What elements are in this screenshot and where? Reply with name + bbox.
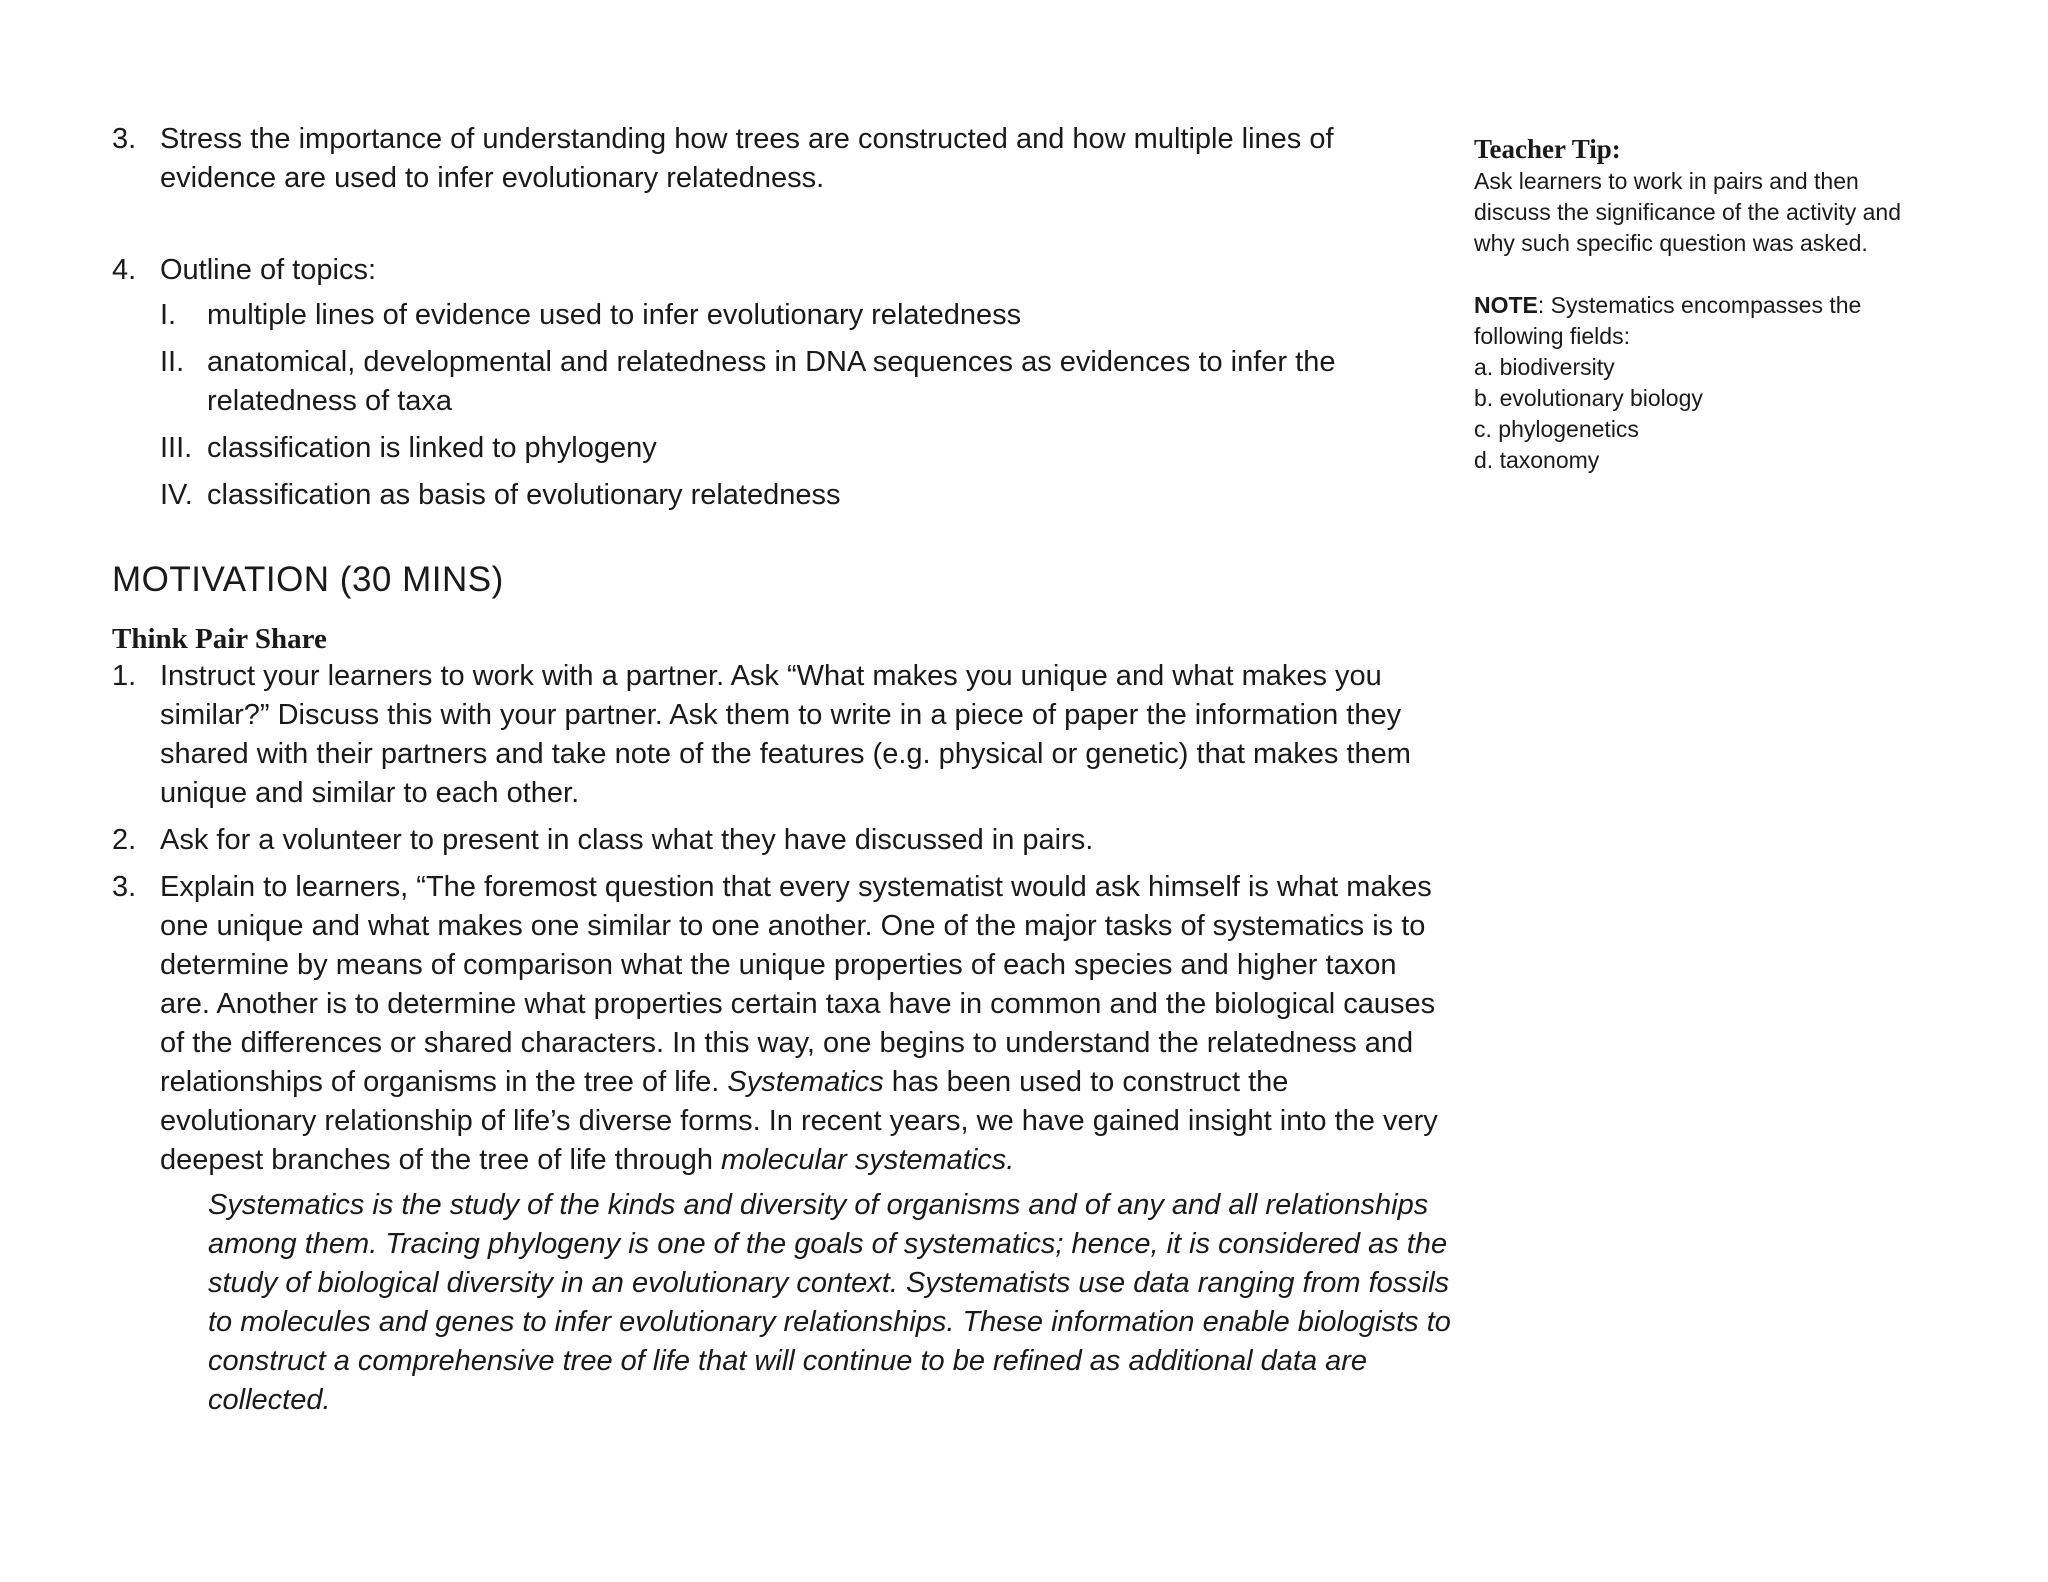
step-text [160, 868, 1452, 1180]
step-text-part: Explain to learners, “The foremost question that every systematist would ask himself is what makes one unique and what makes one similar to one another. One of the major tasks of systematics is to determine by means of comparison what the unique properties of each species and higher taxon are. Another is to determine what properties certain taxa have in common and the biological causes of the differences or shared characters. In this way, one begins to understand the relatedness and relationships of organisms in the tree of life. [160, 871, 1436, 1098]
list-item-3 [112, 120, 1452, 198]
step-item-3 [112, 868, 1452, 1180]
step-number: 1. [112, 660, 137, 692]
step-number: 3. [112, 871, 137, 903]
teacher-tip-sidebar [1474, 132, 1934, 476]
topic-text: anatomical, developmental and relatedness in DNA sequences as evidences to infer the relatedness of taxa [207, 346, 1336, 417]
topic-item [160, 476, 1452, 515]
list-item-text: Stress the importance of understanding how trees are constructed and how multiple lines of evidence are used to infer evolutionary relatedness. [160, 123, 1334, 194]
systematics-term: Systematics [727, 1066, 884, 1098]
note-field: d. taxonomy [1474, 447, 1600, 473]
note-field: c. phylogenetics [1474, 416, 1639, 442]
topic-item [160, 343, 1452, 421]
topics-outline [112, 296, 1452, 515]
step-item-2 [112, 821, 1452, 860]
step-text: Instruct your learners to work with a partner. Ask “What makes you unique and what makes you similar?” Discuss this with your partner. Ask them to write in a piece of paper the information they shared with their partners and take note of the features (e.g. physical or genetic) that makes them unique and similar to each other. [160, 660, 1411, 809]
topic-number: III. [160, 432, 193, 464]
topic-item [160, 429, 1452, 468]
topic-text: classification as basis of evolutionary relatedness [207, 479, 841, 511]
topic-text: classification is linked to phylogeny [207, 432, 657, 464]
main-content [112, 120, 1452, 1420]
topic-text: multiple lines of evidence used to infer evolutionary relatedness [207, 299, 1022, 331]
step-text-part: has been used to construct the evolutionary relationship of life’s diverse forms. In recent years, we have gained insight into the very deepest branches of the tree of life through [160, 1066, 1438, 1176]
list-number: 4. [112, 254, 137, 286]
topic-item [160, 296, 1452, 335]
teacher-tip-text: Ask learners to work in pairs and then discuss the significance of the activity and why such specific question was asked. [1474, 168, 1902, 256]
step-number: 2. [112, 824, 137, 856]
step-item-1 [112, 657, 1452, 813]
teacher-tip-title: Teacher Tip: [1474, 134, 1621, 164]
molecular-systematics-term: molecular systematics. [721, 1144, 1015, 1176]
topic-number: II. [160, 346, 185, 378]
section-title: MOTIVATION (30 MINS) [112, 560, 504, 599]
list-item-text: Outline of topics: [160, 254, 376, 286]
note-field: a. biodiversity [1474, 354, 1615, 380]
topic-number: I. [160, 299, 177, 331]
note-text: : Systematics encompasses the following fields: [1474, 292, 1862, 349]
note-block [1474, 290, 1934, 352]
note-label: NOTE [1474, 292, 1538, 318]
topic-number: IV. [160, 479, 193, 511]
list-item-4 [112, 251, 1452, 290]
list-number: 3. [112, 123, 137, 155]
systematics-definition-quote: Systematics is the study of the kinds and diversity of organisms and of any and all relationships among them. Tracing phylogeny is one of the goals of systematics; hence, it is considered as the study of biological diversity in an evolutionary context. Systematists use data ranging from fossils to molecules and genes to infer evolutionary relationships. These information enable biologists to construct a comprehensive tree of life that will continue to be refined as additional data are collected. [208, 1189, 1451, 1416]
note-field: b. evolutionary biology [1474, 385, 1703, 411]
step-text: Ask for a volunteer to present in class what they have discussed in pairs. [160, 824, 1094, 856]
activity-subtitle: Think Pair Share [112, 623, 327, 655]
